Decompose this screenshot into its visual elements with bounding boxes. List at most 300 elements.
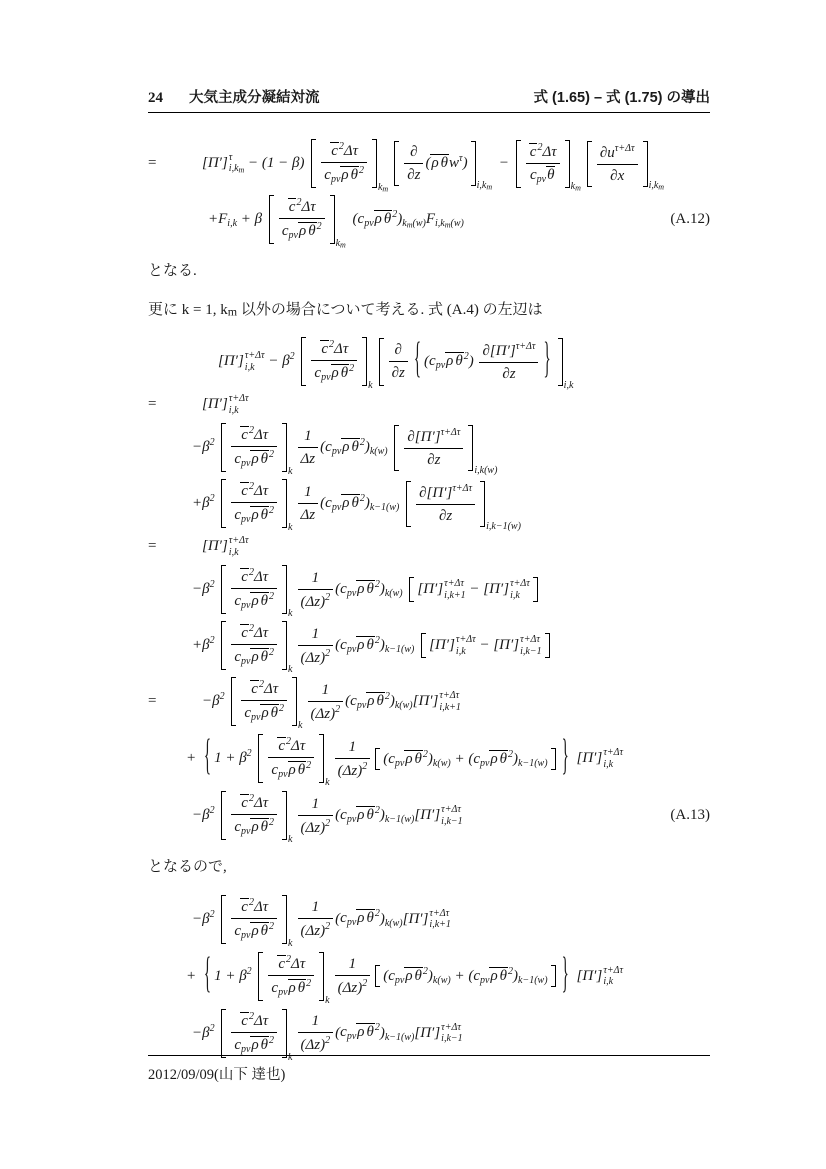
math-text [414, 637, 418, 653]
math-overline-group [250, 593, 259, 609]
right-bracket-icon [551, 965, 556, 987]
math-bracket-group [394, 141, 493, 192]
math-text: ∂x [610, 167, 625, 184]
fraction-denominator [404, 164, 423, 185]
bracket-content [275, 195, 329, 244]
bracket-content [307, 337, 361, 386]
math-superscript: 2 [248, 623, 254, 634]
math-text [225, 693, 229, 709]
math-superscript: τ+Δτ [444, 578, 464, 589]
math-superscript: 2 [289, 350, 295, 362]
math-text: c [473, 968, 480, 984]
math-overline: θ [366, 580, 374, 597]
left-bracket-icon [221, 423, 226, 472]
math-overline-group [430, 155, 439, 171]
math-supsub-group [414, 1022, 462, 1045]
bracket-subscript: k [288, 465, 293, 477]
math-sub-base [325, 495, 341, 511]
right-brace-icon: } [561, 733, 569, 781]
bracket-content [422, 339, 542, 385]
math-overline-group [240, 795, 254, 811]
math-text: F [218, 210, 228, 227]
math-overline: ρ [367, 692, 375, 709]
math-subscript: i,k [228, 546, 239, 558]
math-superscript: 2 [248, 481, 254, 492]
math-superscript: τ+Δτ [429, 907, 450, 919]
page-number: 24 [148, 90, 163, 106]
math-superscript: 2 [269, 817, 275, 828]
right-bracket-icon [282, 895, 287, 944]
math-text: Δτ [253, 795, 269, 811]
fraction-numerator [231, 1010, 277, 1033]
math-supsub-group [577, 747, 624, 770]
math-text: 1 + β [214, 967, 247, 984]
math-overline-group [307, 223, 321, 239]
math-subscript: pv [536, 173, 547, 185]
equation-body [202, 677, 461, 731]
math-overline-group [250, 681, 264, 697]
math-overline: ρ [251, 922, 259, 939]
math-superscript: 2 [209, 1022, 215, 1034]
math-superscript: 2 [508, 966, 514, 977]
math-overline: ρ [357, 580, 365, 597]
math-superscript: τ+Δτ [455, 634, 476, 645]
math-overline-group [365, 1024, 379, 1040]
math-subscript: k(w) [432, 975, 451, 986]
math-bracket-group [375, 748, 555, 770]
page-header [148, 86, 710, 113]
fraction-denominator [479, 363, 538, 384]
math-text: c [340, 636, 347, 653]
math-text: + [186, 749, 200, 766]
math-text: c [324, 167, 331, 183]
left-bracket-icon [231, 677, 236, 726]
left-bracket-icon [221, 895, 226, 944]
math-subscript: pv [394, 757, 405, 769]
math-fraction [231, 896, 277, 943]
equation-line [148, 895, 710, 949]
math-script-stack [510, 578, 530, 601]
math-bracket-group [221, 423, 293, 477]
math-fraction [241, 678, 287, 725]
math-overline-group [331, 365, 340, 381]
fraction-numerator [308, 680, 344, 702]
equation-number: (A.13) [670, 807, 710, 823]
bracket-content [227, 479, 281, 528]
math-bracket-group [203, 733, 570, 788]
math-text: c [473, 750, 480, 767]
math-bracket-group [269, 195, 346, 250]
bracket-content [264, 952, 318, 1001]
math-overline: c [288, 199, 296, 215]
left-bracket-icon [406, 481, 411, 527]
math-text: (Δz) [300, 819, 326, 836]
fraction-denominator [321, 163, 367, 187]
math-text: [Π′] [483, 581, 510, 597]
math-supsub-group [202, 535, 249, 558]
math-overline-group [404, 751, 413, 767]
math-text: ∂z [439, 507, 453, 524]
math-subscript: pv [435, 359, 446, 371]
math-text: c [234, 451, 242, 467]
math-overline: ρ [331, 365, 339, 381]
right-bracket-icon [319, 734, 324, 783]
math-overline-group [260, 451, 274, 467]
math-superscript: 2 [286, 953, 292, 965]
bracket-content [400, 141, 469, 186]
fraction-numerator [231, 424, 277, 447]
math-overline-group [440, 155, 449, 171]
bracket-content [237, 677, 291, 726]
math-overline: ρ [357, 1024, 365, 1041]
math-script-stack [603, 747, 623, 770]
math-text: −β [192, 806, 210, 823]
math-overline-group [365, 910, 379, 926]
bracket-content [415, 577, 531, 602]
equation-body [192, 565, 541, 619]
math-overline: θ [270, 705, 279, 721]
math-superscript: 2 [374, 634, 380, 646]
math-text: ) [513, 968, 519, 984]
bracket-content [412, 481, 479, 527]
math-text: (Δz) [310, 705, 336, 722]
math-overline-group [250, 451, 259, 467]
math-superscript: 2 [219, 690, 225, 702]
math-subscript: k−1(w) [384, 813, 415, 825]
math-subscript: pv [331, 501, 342, 513]
fraction-numerator [231, 622, 277, 645]
math-text: ) [468, 352, 478, 369]
math-superscript: τ+Δτ [228, 535, 249, 546]
math-superscript: 2 [269, 505, 275, 516]
math-superscript: τ [228, 151, 233, 163]
right-bracket-icon [372, 139, 377, 188]
math-overline: θ [547, 166, 555, 183]
math-subscript: i,k+1 [439, 701, 461, 713]
equation-line [148, 791, 710, 845]
paragraph-after-a13: となるので, [148, 859, 227, 875]
math-text: 1 [321, 681, 330, 698]
fraction-denominator [231, 815, 277, 839]
math-sub-base [314, 365, 330, 381]
equation-body [218, 336, 576, 391]
left-bracket-icon [221, 479, 226, 528]
fraction-denominator [298, 504, 319, 525]
math-sub-base [340, 1024, 357, 1043]
math-bracket-group [258, 734, 330, 788]
math-subscript: i,km(w) [435, 217, 464, 230]
math-text: c [271, 762, 279, 778]
math-subscript: pv [241, 600, 251, 611]
left-bracket-icon [421, 633, 426, 658]
nested-subscript: m [406, 220, 413, 230]
math-bracket-group [221, 479, 293, 533]
math-superscript: 2 [362, 978, 368, 989]
left-bracket-icon [221, 1009, 226, 1058]
math-overline-group [375, 690, 390, 709]
math-text: ∂ [410, 144, 418, 160]
math-overline: θ [260, 922, 269, 939]
fraction-numerator [335, 954, 371, 976]
math-fraction [404, 426, 463, 470]
math-superscript: 2 [209, 578, 215, 590]
math-sub-base [324, 167, 340, 183]
right-bracket-icon [282, 621, 287, 670]
math-superscript: 2 [269, 449, 275, 460]
math-superscript: 2 [374, 804, 380, 816]
math-sub-base [234, 507, 250, 523]
math-script-stack [429, 908, 450, 931]
math-overline: ρ [251, 451, 259, 467]
math-text: 1 [311, 625, 320, 642]
math-text: 1 [348, 738, 357, 755]
math-text: [Π′] [202, 155, 228, 171]
math-text: c [340, 910, 347, 927]
math-sub-base [218, 211, 237, 227]
math-superscript: 2 [325, 591, 331, 603]
math-text: (Δz) [337, 762, 363, 779]
fraction-denominator [335, 976, 371, 998]
math-superscript: 2 [335, 703, 341, 715]
left-bracket-icon [394, 141, 399, 186]
math-fraction [311, 338, 357, 385]
right-bracket-icon [468, 425, 473, 471]
math-fraction [231, 566, 277, 613]
math-subscript: pv [346, 643, 357, 655]
math-text: Δτ [291, 955, 306, 972]
math-sub-base [234, 593, 250, 609]
math-subscript: i,k [455, 645, 466, 657]
math-bracket-group [375, 965, 555, 987]
equation-line [148, 535, 710, 558]
math-overline-group [340, 167, 349, 183]
math-sub-base [234, 819, 250, 835]
math-overline: θ [366, 806, 374, 823]
math-subscript: pv [346, 813, 357, 825]
math-text: Δτ [263, 681, 279, 697]
right-bracket-icon [282, 791, 287, 840]
math-text: c [234, 507, 242, 523]
math-bracket-group [221, 1009, 293, 1063]
math-text [215, 495, 219, 511]
fraction-numerator [298, 568, 334, 590]
math-text: ( [383, 968, 389, 984]
math-text: −β [192, 438, 210, 455]
math-sub-base [429, 353, 445, 369]
fraction-numerator [298, 624, 334, 646]
left-bracket-icon [394, 425, 399, 471]
fraction-numerator [404, 426, 463, 449]
math-superscript: τ+Δτ [228, 393, 249, 404]
math-sub-base [358, 211, 374, 227]
math-fraction [526, 141, 560, 187]
math-text: ( [348, 210, 358, 227]
math-overline: ρ [490, 750, 498, 767]
math-supsub-group [202, 393, 249, 416]
math-overline: θ [440, 154, 449, 171]
math-script-stack [229, 152, 245, 175]
math-subscript: pv [394, 975, 405, 986]
math-text: c [429, 352, 436, 369]
math-overline-group [404, 968, 413, 984]
left-bracket-icon [587, 141, 592, 187]
math-superscript: 2 [209, 634, 215, 646]
math-supsub-group [417, 578, 465, 601]
bracket-subscript: k [288, 1051, 293, 1063]
math-text: ( [335, 1024, 341, 1041]
equation-body [192, 479, 524, 533]
bracket-subscript: k [368, 379, 373, 391]
math-text: c [234, 649, 242, 665]
math-text: + β [237, 210, 266, 227]
math-overline-group [240, 569, 254, 585]
math-text: −β [192, 1024, 210, 1041]
left-bracket-icon [516, 140, 521, 188]
math-overline-group [250, 507, 259, 523]
math-sub-base [530, 167, 546, 183]
math-superscript: 2 [246, 965, 252, 977]
bracket-subscript: i,km [648, 180, 665, 192]
math-overline: θ [414, 750, 422, 767]
math-supsub-group [414, 804, 462, 827]
left-brace-icon: { [203, 951, 212, 998]
math-subscript: pv [241, 1043, 251, 1055]
nested-subscript: m [486, 182, 493, 192]
math-subscript: pv [251, 712, 261, 723]
math-overline: θ [350, 167, 358, 183]
math-text: ( [320, 494, 326, 511]
fraction-denominator [231, 447, 277, 471]
math-text: − [475, 636, 494, 653]
math-fraction [298, 624, 334, 668]
math-superscript: 2 [422, 966, 428, 977]
math-text [252, 750, 256, 766]
math-text [215, 1024, 219, 1040]
math-fraction [335, 737, 371, 781]
right-brace-icon: } [561, 951, 569, 998]
math-superscript: 2 [325, 817, 331, 829]
math-fraction [416, 482, 475, 526]
math-fraction [231, 1010, 277, 1057]
math-overline: c [241, 898, 248, 915]
math-text: [Π′] [218, 353, 244, 369]
fraction-numerator [231, 792, 277, 815]
math-text: ( [335, 806, 341, 823]
left-bracket-icon [409, 577, 414, 602]
fraction-denominator [416, 505, 475, 526]
bracket-content [593, 141, 642, 187]
math-text: −β [192, 580, 210, 597]
fraction-denominator [404, 449, 463, 470]
math-overline: θ [351, 494, 359, 511]
math-text: +β [192, 494, 210, 511]
math-superscript: τ [459, 152, 463, 164]
right-bracket-icon [480, 481, 485, 527]
math-overline: θ [455, 352, 463, 369]
left-bracket-icon [221, 565, 226, 614]
fraction-denominator [231, 589, 277, 613]
math-script-stack [520, 634, 541, 657]
math-overline-group [260, 705, 269, 721]
equation-line [148, 677, 710, 731]
math-overline-group [240, 1010, 254, 1029]
equation-line [148, 1009, 710, 1063]
math-bracket-group [221, 895, 293, 949]
fraction-denominator [231, 919, 277, 943]
equation-body [202, 535, 249, 558]
math-text: ( [320, 438, 326, 455]
math-sub-base [325, 439, 341, 455]
math-text: Δτ [291, 738, 306, 754]
math-subscript: k−1(w) [384, 1031, 415, 1043]
equals-sign: = [148, 693, 157, 709]
left-bracket-icon [375, 748, 380, 770]
math-superscript: 2 [248, 1010, 254, 1022]
math-bracket-group [406, 481, 521, 532]
bracket-content [227, 621, 281, 670]
math-superscript: 2 [359, 436, 365, 448]
fraction-numerator [404, 142, 423, 164]
math-superscript: 2 [248, 425, 254, 436]
math-text: − [495, 154, 513, 171]
math-overline-group [270, 705, 284, 721]
math-bracket-group [394, 425, 498, 476]
math-bracket-group [258, 952, 330, 1006]
math-overline-group [288, 980, 297, 996]
fraction-numerator [241, 678, 287, 701]
math-overline: ρ [251, 649, 259, 665]
left-bracket-icon [221, 621, 226, 670]
math-text: Δτ [253, 898, 269, 915]
bracket-content [227, 791, 281, 840]
math-script-stack [439, 690, 460, 713]
math-overline: ρ [288, 762, 296, 778]
math-overline: θ [297, 762, 306, 778]
nested-subscript: m [444, 220, 451, 230]
math-script-stack [229, 535, 249, 558]
math-sub-base [388, 751, 404, 767]
math-text: ( [424, 352, 430, 369]
math-fraction [298, 794, 334, 838]
math-text [403, 581, 407, 597]
math-text: c [234, 1036, 242, 1053]
fraction-denominator [268, 976, 314, 1000]
math-text: −β [192, 910, 210, 927]
math-superscript: 2 [392, 208, 398, 220]
math-overline-group [445, 353, 454, 369]
fraction-denominator [268, 758, 314, 782]
math-overline-group [288, 199, 302, 215]
math-sub-base [271, 980, 287, 996]
math-subscript: pv [364, 217, 374, 229]
math-overline: ρ [251, 819, 259, 835]
math-subscript: pv [330, 174, 341, 185]
fraction-denominator [298, 448, 319, 469]
math-fraction [231, 792, 277, 839]
math-superscript: 2 [537, 141, 543, 153]
math-superscript: 2 [325, 1035, 331, 1046]
math-text: 1 [311, 795, 320, 812]
equation-block-a12 [148, 139, 710, 250]
math-text: (Δz) [300, 649, 326, 666]
math-fraction [298, 1011, 334, 1055]
math-text: ( [335, 580, 341, 597]
math-fraction [298, 426, 319, 469]
math-overline-group [260, 507, 274, 523]
math-subscript: k−1(w) [369, 501, 400, 513]
math-text: [Π′] [429, 637, 455, 653]
math-overline: θ [366, 910, 374, 927]
